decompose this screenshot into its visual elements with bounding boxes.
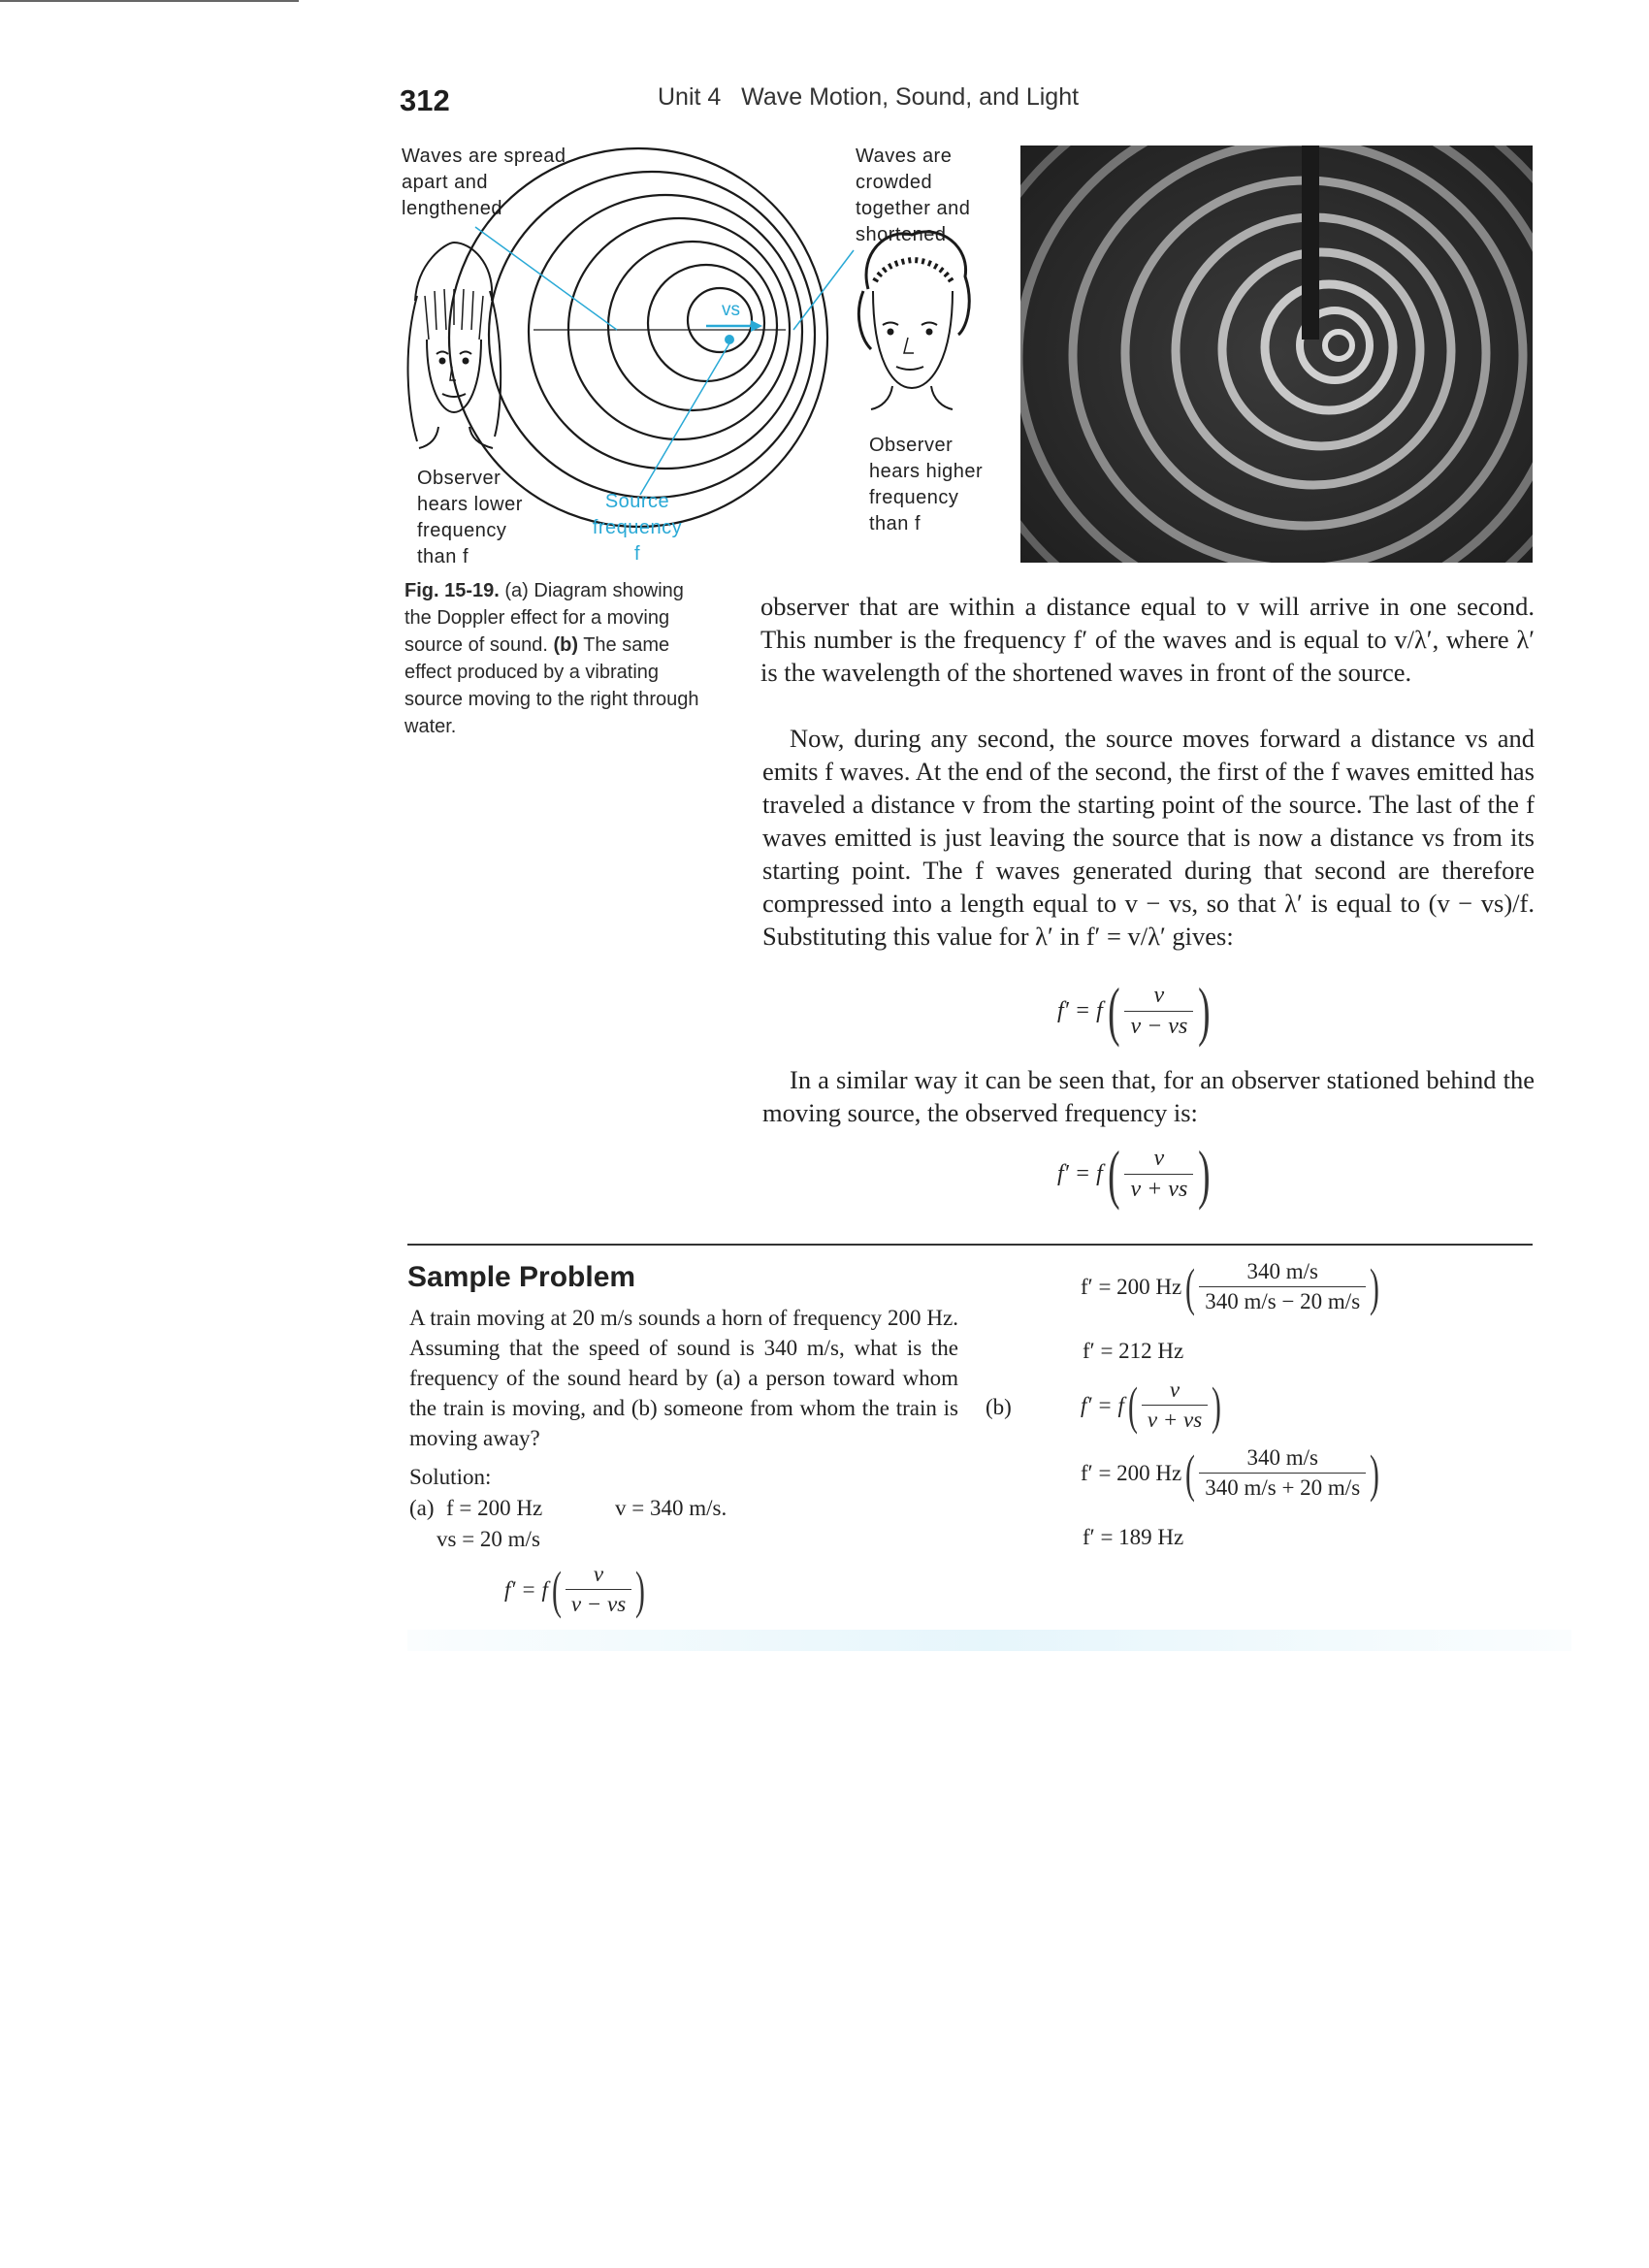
- label-observer-left: [417, 466, 523, 570]
- right-paren: ): [1370, 1257, 1380, 1316]
- figure-caption: [404, 577, 715, 740]
- fraction-numerator: v: [1153, 1145, 1165, 1171]
- label-line: crowded: [856, 172, 933, 193]
- fraction-numerator: 340 m/s: [1246, 1445, 1318, 1470]
- fraction: [566, 1562, 631, 1617]
- label-line: than f: [417, 546, 469, 567]
- section-divider: [407, 1244, 1533, 1246]
- caption-part-a: (a): [504, 580, 529, 601]
- label-line: shortened: [856, 224, 947, 245]
- label-source-frequency: [586, 489, 689, 567]
- equation-lhs: f′ = f: [504, 1576, 548, 1602]
- ripple-tank-photo: [1020, 146, 1533, 563]
- fraction: [1124, 1146, 1193, 1203]
- solution-b-calculation: [1081, 1445, 1383, 1501]
- label-line: apart and: [402, 172, 489, 193]
- vibrator-rod: [1302, 146, 1319, 340]
- leader-line: [475, 227, 617, 330]
- caption-text-b: The same effect produced by a vibrating source moving to the right through water.: [404, 634, 699, 737]
- fraction-denominator: 340 m/s + 20 m/s: [1199, 1473, 1366, 1501]
- fraction-denominator: 340 m/s − 20 m/s: [1199, 1286, 1366, 1314]
- label-observer-right: [869, 433, 983, 537]
- label-line: Waves are spread: [402, 146, 566, 167]
- wavefront-circle: [648, 265, 764, 381]
- equation-lhs: f′ = 200 Hz: [1081, 1274, 1182, 1299]
- fraction-denominator: v − vs: [566, 1589, 631, 1617]
- label-line: Observer: [417, 468, 501, 489]
- fraction: [1199, 1445, 1366, 1501]
- label-line: f: [633, 543, 641, 565]
- equation-receding: [1057, 1137, 1215, 1211]
- label-line: Waves are: [856, 146, 953, 167]
- scan-bleed-band: [407, 1630, 1571, 1651]
- caption-figure-number: Fig. 15-19.: [404, 580, 500, 601]
- label-line: Observer: [869, 435, 954, 456]
- fraction: [1124, 983, 1193, 1040]
- sample-problem-text: A train moving at 20 m/s sounds a horn of frequency 200 Hz. Assuming that the speed of sound is 340 m/s, what is the frequency of the sound heard by (a) a person toward whom the train is moving, and (b) someone from whom the train is moving away?: [409, 1306, 958, 1450]
- given-source-speed: vs = 20 m/s: [436, 1527, 540, 1551]
- ripple-image: [1020, 146, 1533, 563]
- observer-left-face-icon: [408, 243, 501, 448]
- caption-text-a: Diagram showing the Doppler effect for a moving source of sound.: [404, 580, 684, 656]
- solution-label: Solution:: [409, 1465, 492, 1489]
- equation-lhs: f′ = 200 Hz: [1081, 1460, 1182, 1485]
- source-dot: [725, 335, 734, 344]
- left-paren: (: [1127, 1376, 1138, 1435]
- solution-b-marker: (b): [986, 1395, 1012, 1419]
- equation-lhs: f′ = f: [1081, 1392, 1124, 1417]
- given-speed: v = 340 m/s.: [615, 1496, 728, 1520]
- equation-row: [1081, 1445, 1383, 1501]
- equation-lhs: f′ = f: [1057, 1160, 1103, 1186]
- label-line: frequency: [869, 487, 959, 508]
- fraction-numerator: 340 m/s: [1246, 1259, 1318, 1283]
- equation-row: [1057, 974, 1215, 1048]
- observer-right-face-icon: [858, 232, 969, 409]
- solution-a-equation: [504, 1562, 649, 1617]
- left-paren: (: [1107, 974, 1120, 1048]
- equation-row: [504, 1562, 649, 1617]
- left-paren: (: [1185, 1257, 1196, 1316]
- solution-b-result: f′ = 189 Hz: [1083, 1525, 1184, 1549]
- solution-a-result: f′ = 212 Hz: [1083, 1339, 1184, 1363]
- body-paragraph: In a similar way it can be seen that, for an observer stationed behind the moving source, the observed frequency is:: [762, 1065, 1535, 1127]
- label-line: hears lower: [417, 494, 523, 515]
- label-line: lengthened: [402, 198, 502, 219]
- body-paragraph: Now, during any second, the source moves forward a distance vs and emits f waves. At the end of the second, the first of the f waves emitted has traveled a distance v from the starting point of the source. The last of the f waves emitted is just leaving the source that is now a distance vs from its starting point. The f waves generated during that second are therefore compressed into a length equal to v − vs, so that λ′ is equal to (v − vs)/f. Substituting this value for λ′ in f′ = v/λ′ gives:: [762, 724, 1535, 951]
- solution-b-equation: [1081, 1377, 1225, 1433]
- equation-row: [1081, 1259, 1383, 1314]
- label-line: hears higher: [869, 461, 984, 482]
- left-paren: (: [1185, 1443, 1196, 1503]
- equation-lhs: f′ = f: [1057, 997, 1103, 1023]
- body-paragraph: observer that are within a distance equal to v will arrive in one second. This number is the frequency f′ of the waves and is equal to v/λ′, where λ′ is the wavelength of the shortened waves in front of the source.: [760, 592, 1535, 687]
- equation-row: [1057, 1137, 1215, 1211]
- right-paren: ): [1198, 1137, 1211, 1211]
- label-line: frequency: [417, 520, 507, 541]
- right-paren: ): [1212, 1376, 1222, 1435]
- left-paren: (: [1107, 1137, 1120, 1211]
- fraction-denominator: v + vs: [1142, 1405, 1208, 1433]
- solution-a-marker: (a): [409, 1496, 435, 1520]
- fraction-numerator: v: [1169, 1377, 1180, 1402]
- leader-line: [793, 250, 854, 330]
- fraction-denominator: v + vs: [1124, 1174, 1193, 1203]
- leader-line: [640, 343, 729, 495]
- sample-problem-title: Sample Problem: [407, 1261, 636, 1293]
- left-paren: (: [551, 1560, 562, 1619]
- right-paren: ): [1370, 1443, 1380, 1503]
- fraction: [1142, 1377, 1208, 1433]
- label-line: together and: [856, 198, 971, 219]
- solution-a-calculation: [1081, 1259, 1383, 1314]
- right-paren: ): [1198, 974, 1211, 1048]
- label-line: frequency: [592, 517, 683, 538]
- fraction-numerator: v: [593, 1562, 604, 1586]
- wavefront-circle: [688, 288, 752, 352]
- running-head: Unit 4 Wave Motion, Sound, and Light: [658, 83, 1080, 111]
- label-line: than f: [869, 513, 922, 535]
- equation-row: [1081, 1377, 1225, 1433]
- right-paren: ): [635, 1560, 646, 1619]
- fraction-numerator: v: [1153, 982, 1165, 1008]
- label-vs: vs: [722, 300, 740, 320]
- fraction-denominator: v − vs: [1124, 1011, 1193, 1040]
- given-frequency: f = 200 Hz: [446, 1496, 543, 1520]
- equation-approaching: [1057, 974, 1215, 1048]
- fraction: [1199, 1259, 1366, 1314]
- wavefront-circle: [529, 195, 802, 469]
- label-line: Source: [604, 491, 670, 512]
- scan-edge-line: [0, 0, 299, 2]
- caption-part-b: (b): [553, 634, 578, 656]
- page-number: 312: [400, 83, 450, 117]
